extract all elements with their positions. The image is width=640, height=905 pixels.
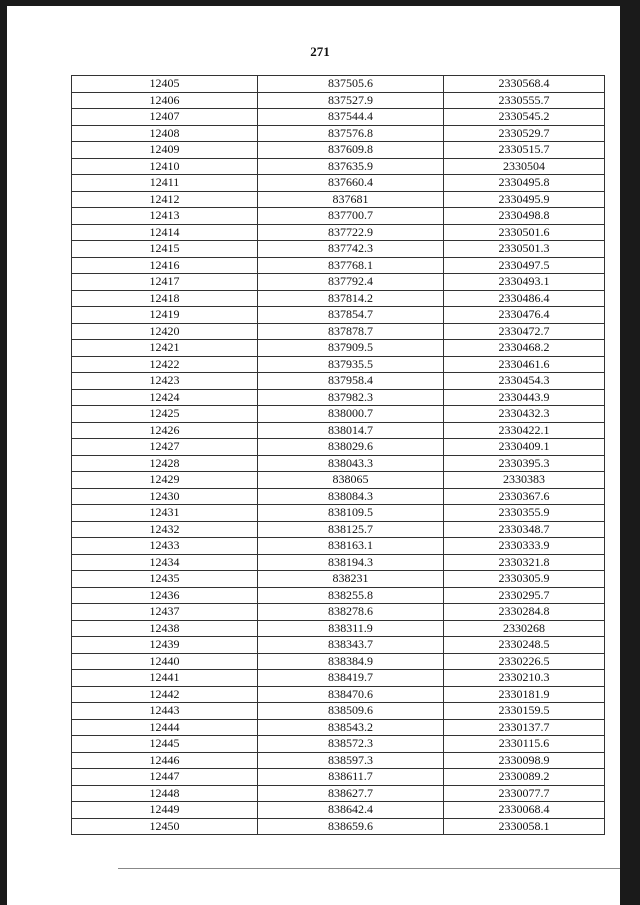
table-row: [72, 422, 605, 439]
table-row: [72, 323, 605, 340]
point-id-cell: 12413: [72, 208, 258, 225]
point-id-cell: 12448: [72, 785, 258, 802]
point-id-cell: 12414: [72, 224, 258, 241]
table-row: [72, 521, 605, 538]
table-row: [72, 290, 605, 307]
bottom-divider: [118, 868, 620, 869]
table-row: [72, 125, 605, 142]
y-coordinate-cell: 2330226.5: [444, 653, 605, 670]
table-row: [72, 703, 605, 720]
y-coordinate-cell: 2330545.2: [444, 109, 605, 126]
table-row: [72, 670, 605, 687]
x-coordinate-cell: 838043.3: [258, 455, 444, 472]
table-row: [72, 538, 605, 555]
table-row: [72, 356, 605, 373]
point-id-cell: 12446: [72, 752, 258, 769]
x-coordinate-cell: 838572.3: [258, 736, 444, 753]
y-coordinate-cell: 2330295.7: [444, 587, 605, 604]
point-id-cell: 12429: [72, 472, 258, 489]
x-coordinate-cell: 838231: [258, 571, 444, 588]
table-row: [72, 455, 605, 472]
page-number: 271: [310, 44, 330, 59]
table-row: [72, 175, 605, 192]
x-coordinate-cell: 838627.7: [258, 785, 444, 802]
point-id-cell: 12445: [72, 736, 258, 753]
y-coordinate-cell: 2330495.9: [444, 191, 605, 208]
x-coordinate-cell: 837792.4: [258, 274, 444, 291]
table-row: [72, 785, 605, 802]
point-id-cell: 12439: [72, 637, 258, 654]
point-id-cell: 12436: [72, 587, 258, 604]
x-coordinate-cell: 837527.9: [258, 92, 444, 109]
x-coordinate-cell: 838419.7: [258, 670, 444, 687]
point-id-cell: 12410: [72, 158, 258, 175]
table-row: [72, 736, 605, 753]
y-coordinate-cell: 2330486.4: [444, 290, 605, 307]
table-row: [72, 802, 605, 819]
table-row: [72, 439, 605, 456]
y-coordinate-cell: 2330495.8: [444, 175, 605, 192]
point-id-cell: 12406: [72, 92, 258, 109]
x-coordinate-cell: 837544.4: [258, 109, 444, 126]
point-id-cell: 12440: [72, 653, 258, 670]
y-coordinate-cell: 2330383: [444, 472, 605, 489]
table-row: [72, 686, 605, 703]
y-coordinate-cell: 2330089.2: [444, 769, 605, 786]
y-coordinate-cell: 2330501.6: [444, 224, 605, 241]
x-coordinate-cell: 837768.1: [258, 257, 444, 274]
y-coordinate-cell: 2330468.2: [444, 340, 605, 357]
table-row: [72, 307, 605, 324]
y-coordinate-cell: 2330305.9: [444, 571, 605, 588]
y-coordinate-cell: 2330501.3: [444, 241, 605, 258]
x-coordinate-cell: 838597.3: [258, 752, 444, 769]
x-coordinate-cell: 838029.6: [258, 439, 444, 456]
x-coordinate-cell: 838384.9: [258, 653, 444, 670]
x-coordinate-cell: 838084.3: [258, 488, 444, 505]
table-row: [72, 488, 605, 505]
table-row: [72, 76, 605, 93]
x-coordinate-cell: 837722.9: [258, 224, 444, 241]
y-coordinate-cell: 2330432.3: [444, 406, 605, 423]
table-row: [72, 769, 605, 786]
y-coordinate-cell: 2330409.1: [444, 439, 605, 456]
y-coordinate-cell: 2330321.8: [444, 554, 605, 571]
x-coordinate-cell: 838163.1: [258, 538, 444, 555]
y-coordinate-cell: 2330248.5: [444, 637, 605, 654]
point-id-cell: 12428: [72, 455, 258, 472]
table-row: [72, 653, 605, 670]
x-coordinate-cell: 838255.8: [258, 587, 444, 604]
x-coordinate-cell: 838470.6: [258, 686, 444, 703]
x-coordinate-cell: 838343.7: [258, 637, 444, 654]
table-row: [72, 257, 605, 274]
point-id-cell: 12407: [72, 109, 258, 126]
y-coordinate-cell: 2330333.9: [444, 538, 605, 555]
x-coordinate-cell: 838125.7: [258, 521, 444, 538]
point-id-cell: 12430: [72, 488, 258, 505]
y-coordinate-cell: 2330461.6: [444, 356, 605, 373]
y-coordinate-cell: 2330422.1: [444, 422, 605, 439]
x-coordinate-cell: 837681: [258, 191, 444, 208]
table-row: [72, 752, 605, 769]
table-row: [72, 373, 605, 390]
point-id-cell: 12435: [72, 571, 258, 588]
table-row: [72, 224, 605, 241]
x-coordinate-cell: 838278.6: [258, 604, 444, 621]
table-row: [72, 340, 605, 357]
point-id-cell: 12417: [72, 274, 258, 291]
point-id-cell: 12412: [72, 191, 258, 208]
point-id-cell: 12441: [72, 670, 258, 687]
table-row: [72, 389, 605, 406]
y-coordinate-cell: 2330498.8: [444, 208, 605, 225]
y-coordinate-cell: 2330515.7: [444, 142, 605, 159]
x-coordinate-cell: 838109.5: [258, 505, 444, 522]
table-row: [72, 406, 605, 423]
table-row: [72, 571, 605, 588]
point-id-cell: 12450: [72, 818, 258, 835]
point-id-cell: 12419: [72, 307, 258, 324]
point-id-cell: 12422: [72, 356, 258, 373]
point-id-cell: 12438: [72, 620, 258, 637]
table-row: [72, 142, 605, 159]
x-coordinate-cell: 838611.7: [258, 769, 444, 786]
y-coordinate-cell: 2330137.7: [444, 719, 605, 736]
x-coordinate-cell: 837878.7: [258, 323, 444, 340]
y-coordinate-cell: 2330068.4: [444, 802, 605, 819]
y-coordinate-cell: 2330367.6: [444, 488, 605, 505]
scan-border-top: [0, 0, 640, 6]
x-coordinate-cell: 838509.6: [258, 703, 444, 720]
table-row: [72, 505, 605, 522]
x-coordinate-cell: 837935.5: [258, 356, 444, 373]
y-coordinate-cell: 2330159.5: [444, 703, 605, 720]
x-coordinate-cell: 838642.4: [258, 802, 444, 819]
point-id-cell: 12427: [72, 439, 258, 456]
x-coordinate-cell: 837609.8: [258, 142, 444, 159]
x-coordinate-cell: 837958.4: [258, 373, 444, 390]
table-row: [72, 637, 605, 654]
point-id-cell: 12432: [72, 521, 258, 538]
table-row: [72, 554, 605, 571]
y-coordinate-cell: 2330472.7: [444, 323, 605, 340]
table-row: [72, 604, 605, 621]
scan-border-right: [620, 0, 640, 905]
scan-border-left: [0, 0, 7, 905]
table-row: [72, 241, 605, 258]
table-row: [72, 109, 605, 126]
y-coordinate-cell: 2330395.3: [444, 455, 605, 472]
x-coordinate-cell: 837660.4: [258, 175, 444, 192]
y-coordinate-cell: 2330497.5: [444, 257, 605, 274]
y-coordinate-cell: 2330284.8: [444, 604, 605, 621]
point-id-cell: 12416: [72, 257, 258, 274]
table-row: [72, 472, 605, 489]
table-row: [72, 818, 605, 835]
x-coordinate-cell: 838065: [258, 472, 444, 489]
y-coordinate-cell: 2330493.1: [444, 274, 605, 291]
point-id-cell: 12426: [72, 422, 258, 439]
x-coordinate-cell: 837982.3: [258, 389, 444, 406]
table-row: [72, 620, 605, 637]
point-id-cell: 12443: [72, 703, 258, 720]
point-id-cell: 12424: [72, 389, 258, 406]
point-id-cell: 12444: [72, 719, 258, 736]
x-coordinate-cell: 837576.8: [258, 125, 444, 142]
x-coordinate-cell: 837814.2: [258, 290, 444, 307]
table-row: [72, 274, 605, 291]
x-coordinate-cell: 837742.3: [258, 241, 444, 258]
x-coordinate-cell: 838311.9: [258, 620, 444, 637]
table-row: [72, 92, 605, 109]
table-row: [72, 191, 605, 208]
point-id-cell: 12423: [72, 373, 258, 390]
point-id-cell: 12415: [72, 241, 258, 258]
y-coordinate-cell: 2330098.9: [444, 752, 605, 769]
x-coordinate-cell: 837909.5: [258, 340, 444, 357]
y-coordinate-cell: 2330504: [444, 158, 605, 175]
x-coordinate-cell: 837854.7: [258, 307, 444, 324]
coordinate-table: [71, 75, 605, 835]
y-coordinate-cell: 2330181.9: [444, 686, 605, 703]
x-coordinate-cell: 838000.7: [258, 406, 444, 423]
y-coordinate-cell: 2330077.7: [444, 785, 605, 802]
x-coordinate-cell: 838014.7: [258, 422, 444, 439]
y-coordinate-cell: 2330058.1: [444, 818, 605, 835]
coordinate-table-body: [72, 76, 605, 835]
point-id-cell: 12442: [72, 686, 258, 703]
point-id-cell: 12421: [72, 340, 258, 357]
point-id-cell: 12433: [72, 538, 258, 555]
y-coordinate-cell: 2330529.7: [444, 125, 605, 142]
y-coordinate-cell: 2330210.3: [444, 670, 605, 687]
point-id-cell: 12431: [72, 505, 258, 522]
y-coordinate-cell: 2330443.9: [444, 389, 605, 406]
point-id-cell: 12409: [72, 142, 258, 159]
point-id-cell: 12411: [72, 175, 258, 192]
point-id-cell: 12405: [72, 76, 258, 93]
y-coordinate-cell: 2330454.3: [444, 373, 605, 390]
point-id-cell: 12449: [72, 802, 258, 819]
point-id-cell: 12418: [72, 290, 258, 307]
x-coordinate-cell: 837700.7: [258, 208, 444, 225]
x-coordinate-cell: 838194.3: [258, 554, 444, 571]
y-coordinate-cell: 2330115.6: [444, 736, 605, 753]
point-id-cell: 12425: [72, 406, 258, 423]
table-row: [72, 158, 605, 175]
x-coordinate-cell: 838659.6: [258, 818, 444, 835]
point-id-cell: 12437: [72, 604, 258, 621]
y-coordinate-cell: 2330355.9: [444, 505, 605, 522]
point-id-cell: 12420: [72, 323, 258, 340]
y-coordinate-cell: 2330268: [444, 620, 605, 637]
x-coordinate-cell: 837635.9: [258, 158, 444, 175]
table-row: [72, 587, 605, 604]
x-coordinate-cell: 837505.6: [258, 76, 444, 93]
point-id-cell: 12408: [72, 125, 258, 142]
point-id-cell: 12447: [72, 769, 258, 786]
table-row: [72, 719, 605, 736]
x-coordinate-cell: 838543.2: [258, 719, 444, 736]
point-id-cell: 12434: [72, 554, 258, 571]
y-coordinate-cell: 2330476.4: [444, 307, 605, 324]
y-coordinate-cell: 2330568.4: [444, 76, 605, 93]
table-row: [72, 208, 605, 225]
y-coordinate-cell: 2330555.7: [444, 92, 605, 109]
y-coordinate-cell: 2330348.7: [444, 521, 605, 538]
